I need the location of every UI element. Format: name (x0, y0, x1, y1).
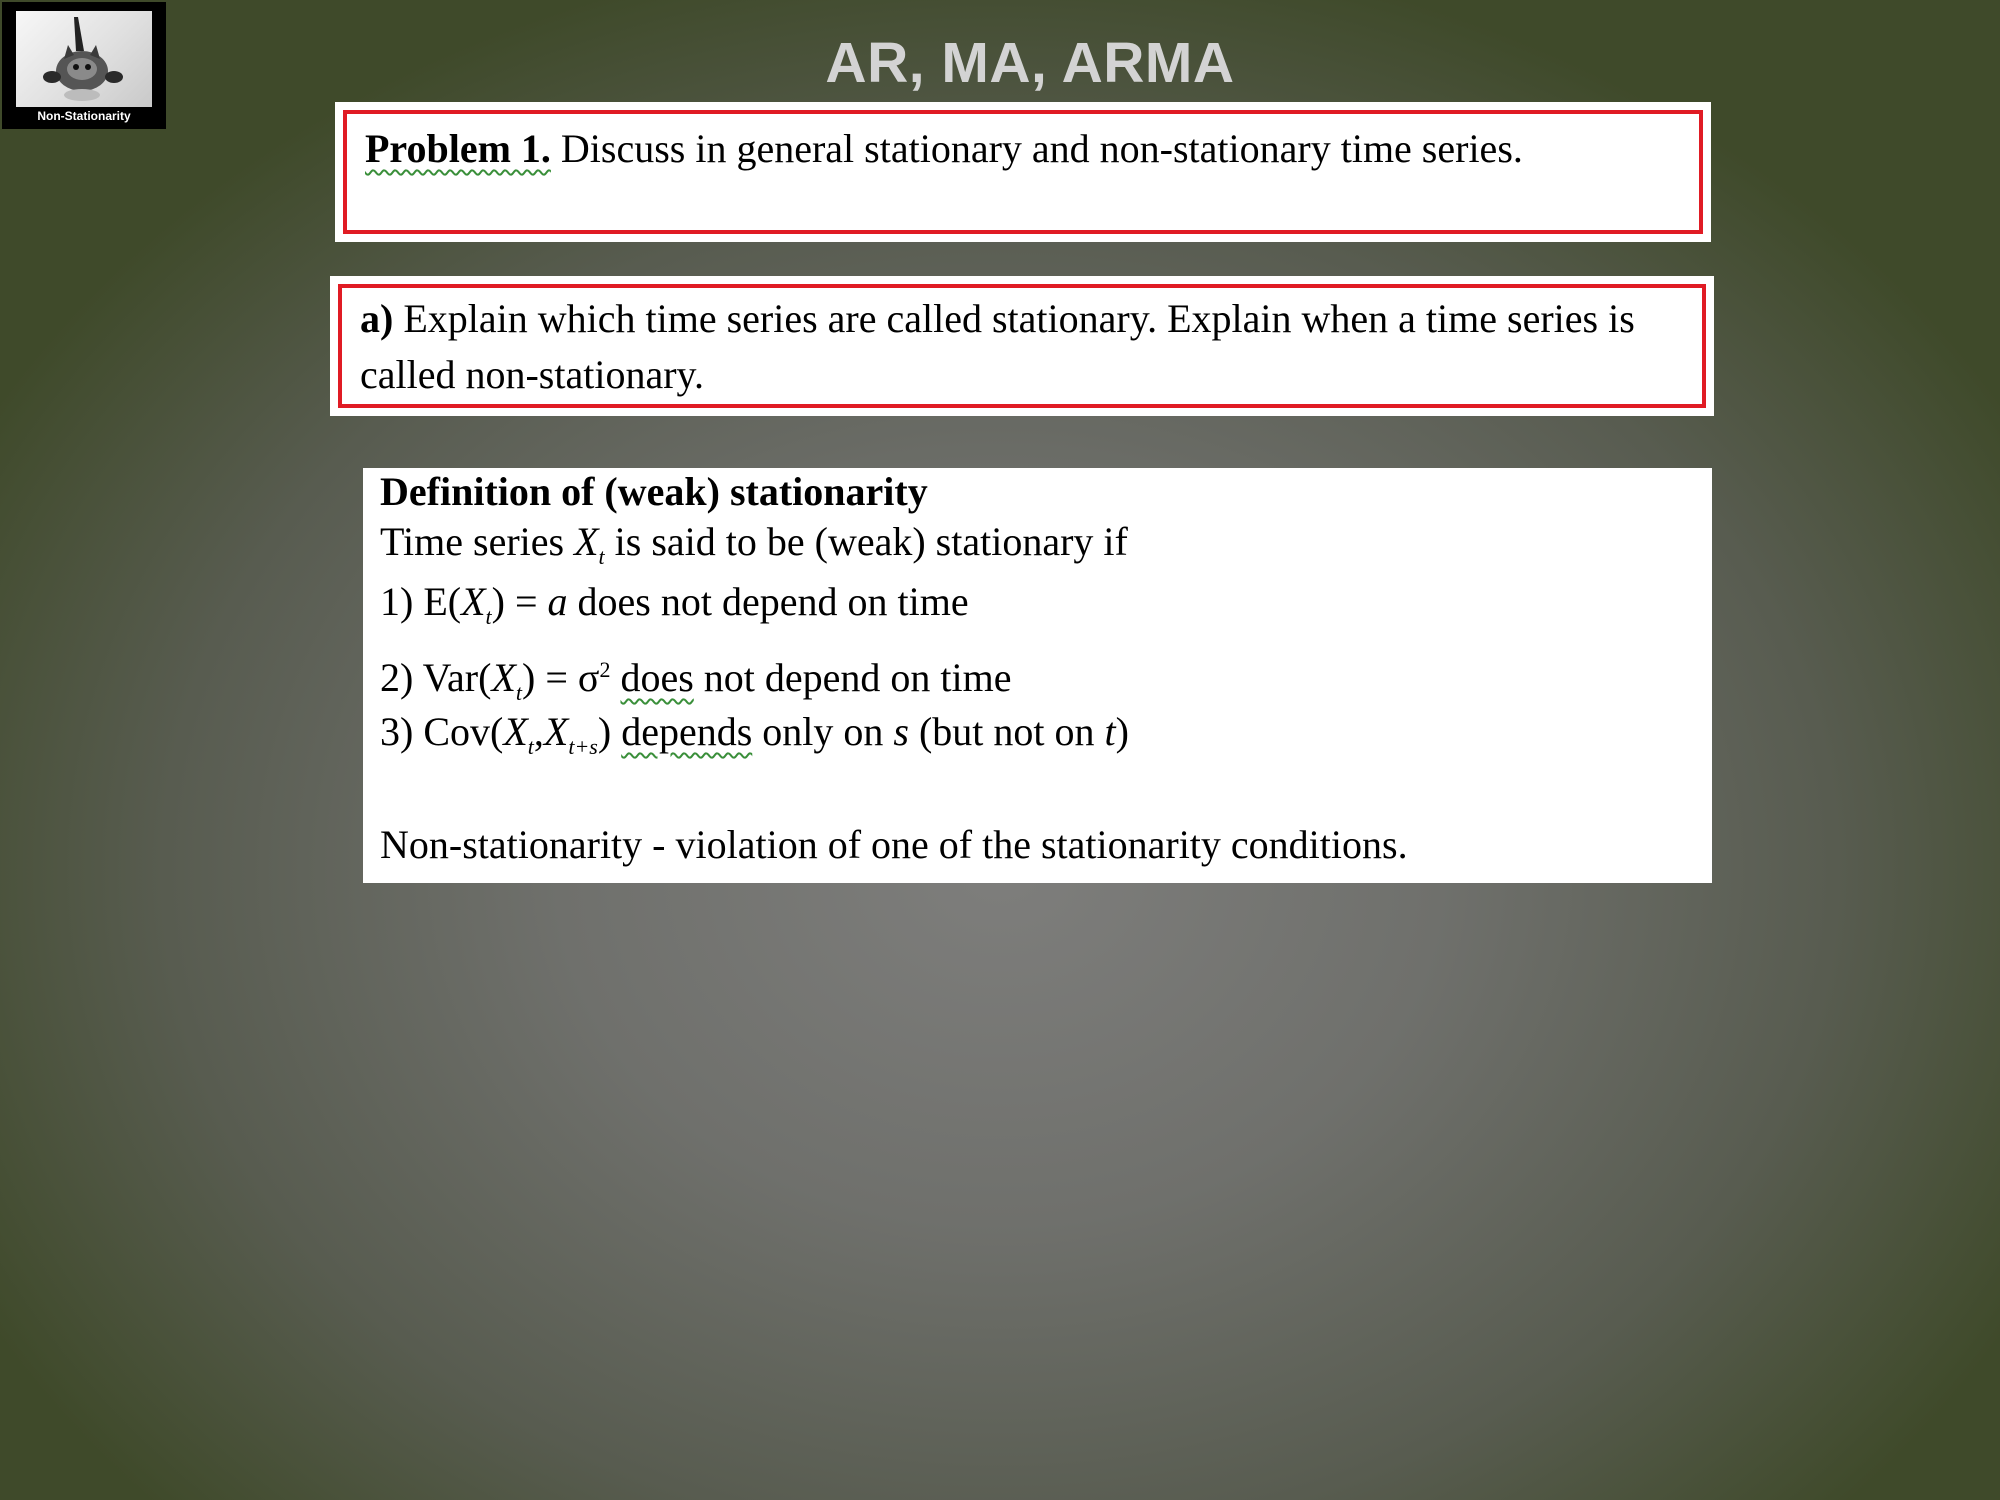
c1-tail: does not depend on time (567, 579, 969, 624)
c3-sub2: t+s (568, 734, 598, 759)
condition-1 (380, 578, 969, 641)
c3-wavy: depends (621, 709, 753, 754)
question-label: a) (360, 296, 394, 341)
c3-var1: X (503, 709, 528, 754)
non-stationarity-line: Non-stationarity - violation of one of the stationarity conditions. (380, 822, 1408, 867)
c3-num: 3) Cov( (380, 709, 504, 754)
c2-sub: t (515, 680, 523, 705)
intro-text-a: Time series (380, 519, 575, 564)
condition-2 (380, 646, 1012, 717)
definition-box (363, 468, 1712, 883)
definition-heading (380, 468, 928, 516)
problem-box (343, 110, 1703, 234)
c2-sup: 2 (599, 657, 611, 682)
logo-caption: Non-Stationarity (37, 109, 131, 123)
logo (2, 2, 166, 129)
c3-s: s (893, 709, 909, 754)
problem-text: Discuss in general stationary and non-stationary time series. (550, 126, 1523, 171)
c2-wavy: does (620, 655, 694, 700)
c3-comma: , (533, 709, 544, 754)
c2-num: 2) Var( (380, 655, 492, 700)
slide-title: AR, MA, ARMA (825, 31, 1235, 95)
c3-close: ) (597, 709, 622, 754)
c1-var: X (461, 579, 486, 624)
intro-text-b: is said to be (weak) stationary if (604, 519, 1128, 564)
c2-tail: not depend on time (693, 655, 1012, 700)
c1-sub: t (485, 604, 492, 629)
c1-num: 1) E( (380, 579, 462, 624)
c3-paren: (but not on (908, 709, 1105, 754)
c3-mid: only on (752, 709, 894, 754)
question-box (338, 284, 1706, 408)
c1-val: a (547, 579, 568, 624)
question-text: Explain which time series are called stationary. Explain when a time series is called non-stationary. (360, 296, 1635, 397)
c3-var2: X (543, 709, 569, 754)
definition-intro (380, 518, 1128, 581)
c3-sub1: t (527, 734, 534, 759)
definition-heading-text: Definition of (weak) stationarity (380, 469, 928, 514)
c2-var: X (491, 655, 516, 700)
cat-picture-icon (16, 11, 152, 107)
c3-end: ) (1115, 709, 1129, 754)
c1-mid: ) = (491, 579, 548, 624)
c2-mid: ) = σ (522, 655, 600, 700)
intro-var: X (574, 519, 599, 564)
problem-label: Problem 1. (365, 126, 551, 171)
c3-t: t (1104, 709, 1116, 754)
intro-sub: t (598, 544, 605, 569)
condition-3 (380, 708, 1129, 771)
